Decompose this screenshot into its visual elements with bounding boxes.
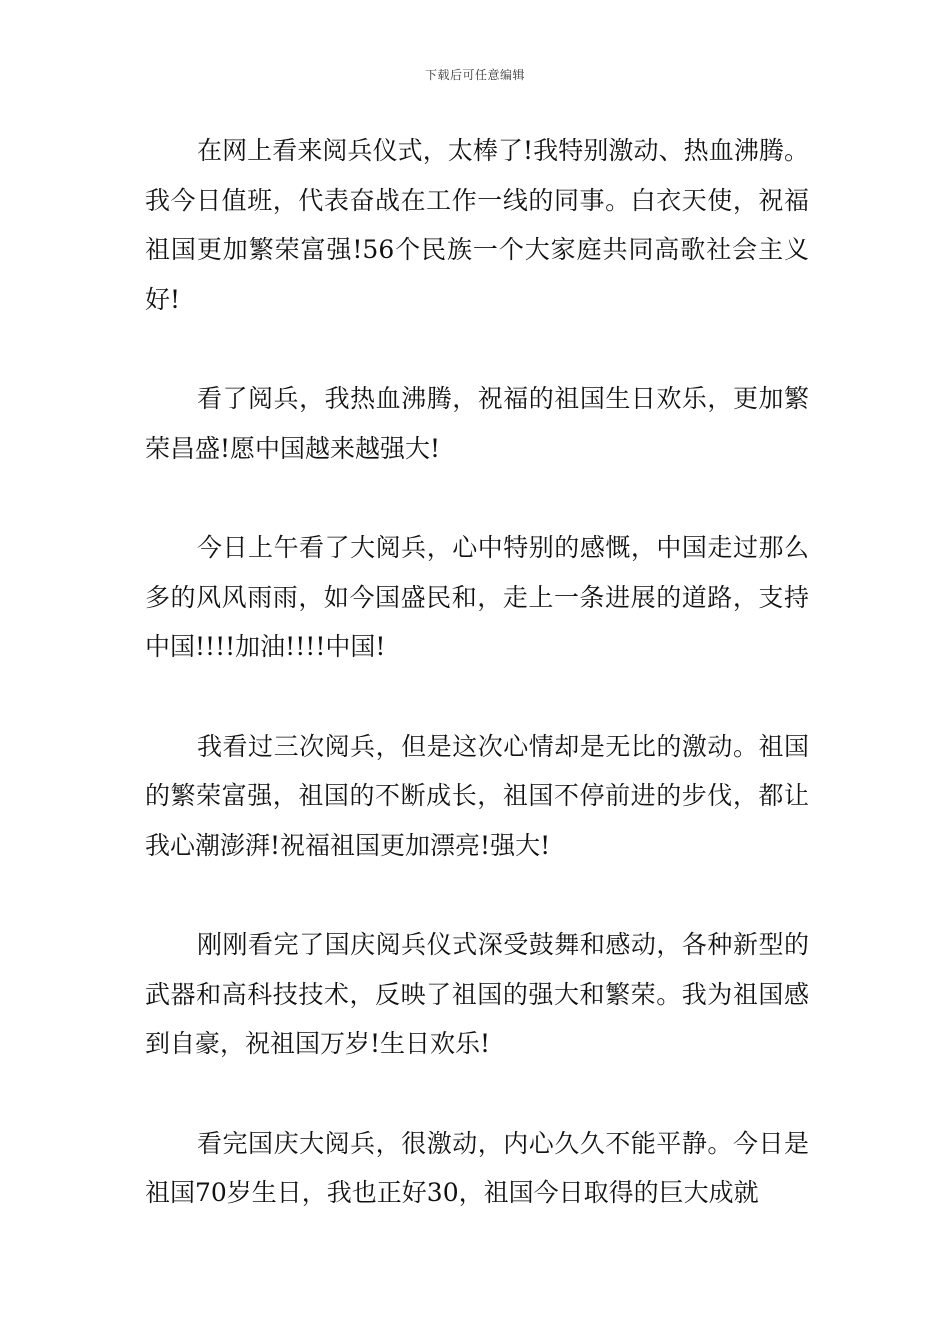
header-note: 下载后可任意编辑 [424, 68, 525, 82]
paragraph-2: 看了阅兵，我热血沸腾，祝福的祖国生日欢乐，更加繁荣昌盛!愿中国越来越强大! [145, 384, 809, 463]
paragraph-3: 今日上午看了大阅兵，心中特别的感慨，中国走过那么多的风风雨雨，如今国盛民和，走上一条进展的道路，支持中国!!!!加油!!!!中国! [145, 533, 809, 661]
document-body [145, 126, 809, 1268]
paragraph-1: 在网上看来阅兵仪式，太棒了!我特别激动、热血沸腾。我今日值班，代表奋战在工作一线的同事。白衣天使，祝福祖国更加繁荣富强!56个民族一个大家庭共同高歌社会主义好! [145, 136, 809, 314]
paragraph-6: 看完国庆大阅兵，很激动，内心久久不能平静。今日是祖国70岁生日，我也正好30，祖国今日取得的巨大成就 [145, 1128, 809, 1207]
paragraph-5: 刚刚看完了国庆阅兵仪式深受鼓舞和感动，各种新型的武器和高科技技术，反映了祖国的强大和繁荣。我为祖国感到自豪，祝祖国万岁!生日欢乐! [145, 930, 809, 1058]
paragraph-4: 我看过三次阅兵，但是这次心情却是无比的激动。祖国的繁荣富强，祖国的不断成长，祖国不停前进的步伐，都让我心潮澎湃!祝福祖国更加漂亮!强大! [145, 731, 809, 860]
